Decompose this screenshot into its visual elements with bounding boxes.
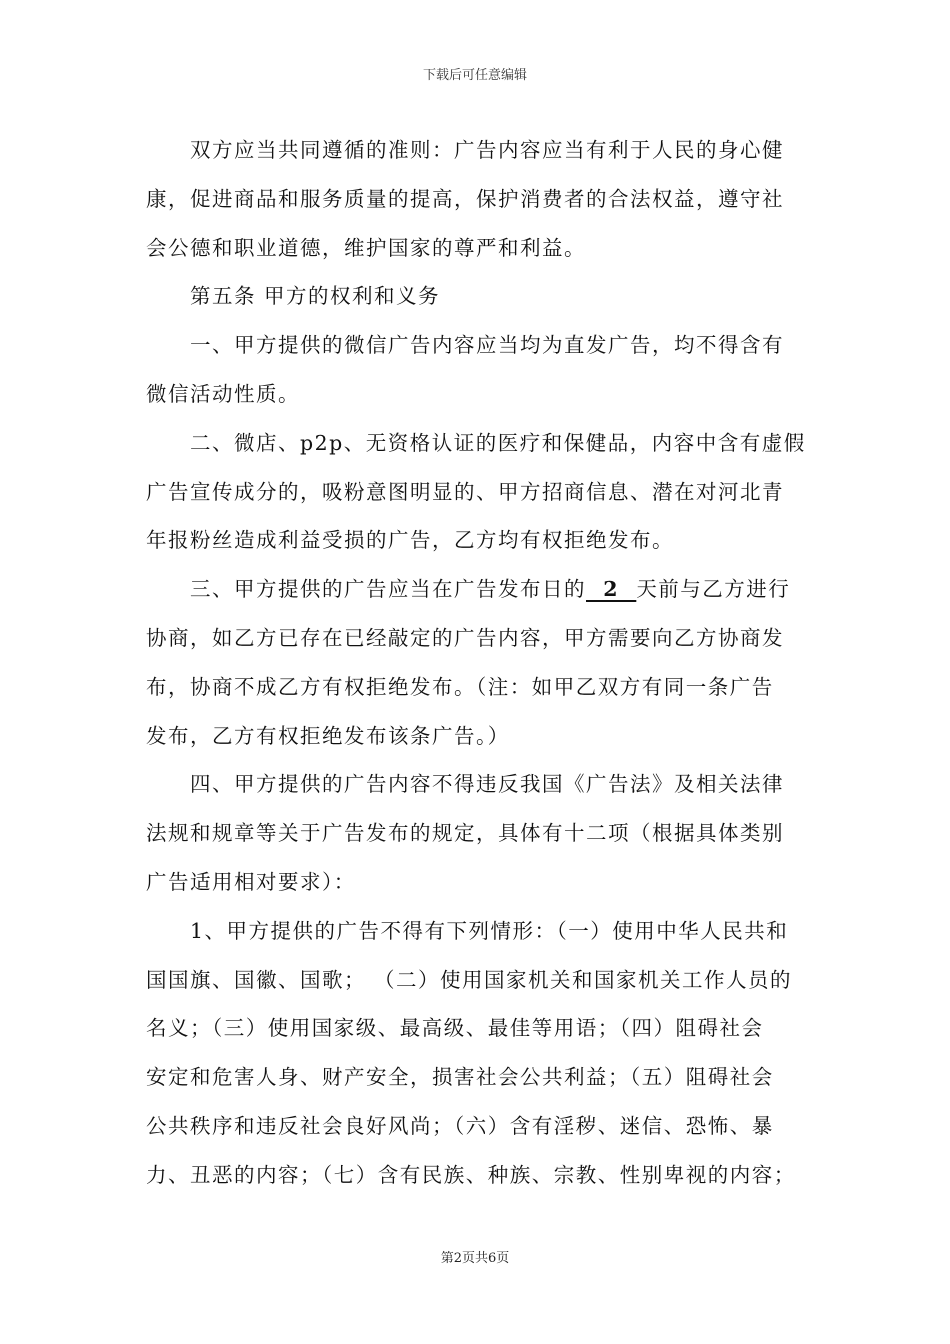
- line-text-after: 天前与乙方进行: [636, 577, 791, 602]
- line-text: 广告宣传成分的，吸粉意图明显的、甲方招商信息、潜在对河北青: [146, 479, 784, 504]
- line-text: 二、微店、p2p、无资格认证的医疗和保健品，内容中含有虚假: [190, 430, 806, 455]
- text-line: [146, 712, 808, 761]
- text-line: [146, 224, 808, 273]
- line-text: 四、甲方提供的广告内容不得违反我国《广告法》及相关法律: [190, 772, 784, 797]
- line-text: 协商，如乙方已存在已经敲定的广告内容，甲方需要向乙方协商发: [146, 625, 784, 650]
- page-header: 下载后可任意编辑: [422, 68, 527, 83]
- text-line: [146, 1151, 808, 1200]
- text-line: [146, 809, 808, 858]
- line-text: 1、甲方提供的广告不得有下列情形：（一）使用中华人民共和: [190, 918, 789, 943]
- text-line: [146, 468, 808, 517]
- page-footer: 第2页共6页: [440, 1251, 510, 1266]
- line-text: 三、甲方提供的广告应当在广告发布日的: [190, 577, 586, 602]
- line-text: 会公德和职业道德，维护国家的尊严和利益。: [146, 235, 586, 260]
- line-text: 公共秩序和违反社会良好风尚；（六）含有淫秽、迷信、恐怖、暴: [146, 1113, 774, 1138]
- document-body: [146, 126, 808, 1200]
- line-text: 国国旗、国徽、国歌； （二）使用国家机关和国家机关工作人员的: [146, 967, 793, 992]
- line-text: 布，协商不成乙方有权拒绝发布。（注：如甲乙双方有同一条广告: [146, 674, 774, 699]
- text-line: [146, 907, 808, 956]
- line-text: 年报粉丝造成利益受损的广告，乙方均有权拒绝发布。: [146, 528, 674, 553]
- line-text: 康，促进商品和服务质量的提高，保护消费者的合法权益，遵守社: [146, 186, 784, 211]
- text-line: [146, 1053, 808, 1102]
- line-text: 双方应当共同遵循的准则：广告内容应当有利于人民的身心健: [190, 138, 784, 162]
- text-line: [146, 1004, 808, 1053]
- line-text: 法规和规章等关于广告发布的规定，具体有十二项（根据具体类别: [146, 821, 784, 846]
- line-text: 一、甲方提供的微信广告内容应当均为直发广告，均不得含有: [190, 333, 784, 358]
- line-text: 安定和危害人身、财产安全，损害社会公共利益；（五）阻碍社会: [146, 1065, 774, 1090]
- text-line: [146, 1102, 808, 1151]
- text-line: [146, 370, 808, 419]
- text-line: [146, 272, 808, 321]
- text-line: [146, 419, 808, 468]
- text-line: [146, 858, 808, 907]
- text-line: [146, 614, 808, 663]
- text-line: [146, 663, 808, 712]
- text-line: [146, 126, 808, 175]
- text-line: [146, 760, 808, 809]
- text-line: [146, 516, 808, 565]
- text-line: [146, 175, 808, 224]
- line-text: 名义；（三）使用国家级、最高级、最佳等用语；（四）阻碍社会: [146, 1016, 764, 1041]
- line-text: 第五条 甲方的权利和义务: [190, 284, 441, 309]
- text-line: [146, 956, 808, 1005]
- text-line: [146, 565, 808, 614]
- line-text: 广告适用相对要求）：: [146, 869, 356, 894]
- line-text: 力、丑恶的内容；（七）含有民族、种族、宗教、性别卑视的内容；: [146, 1162, 796, 1187]
- line-text: 发布，乙方有权拒绝发布该条广告。）: [146, 723, 510, 748]
- text-line: [146, 321, 808, 370]
- line-text: 微信活动性质。: [146, 381, 300, 406]
- underlined-blank-value: 2: [586, 577, 637, 602]
